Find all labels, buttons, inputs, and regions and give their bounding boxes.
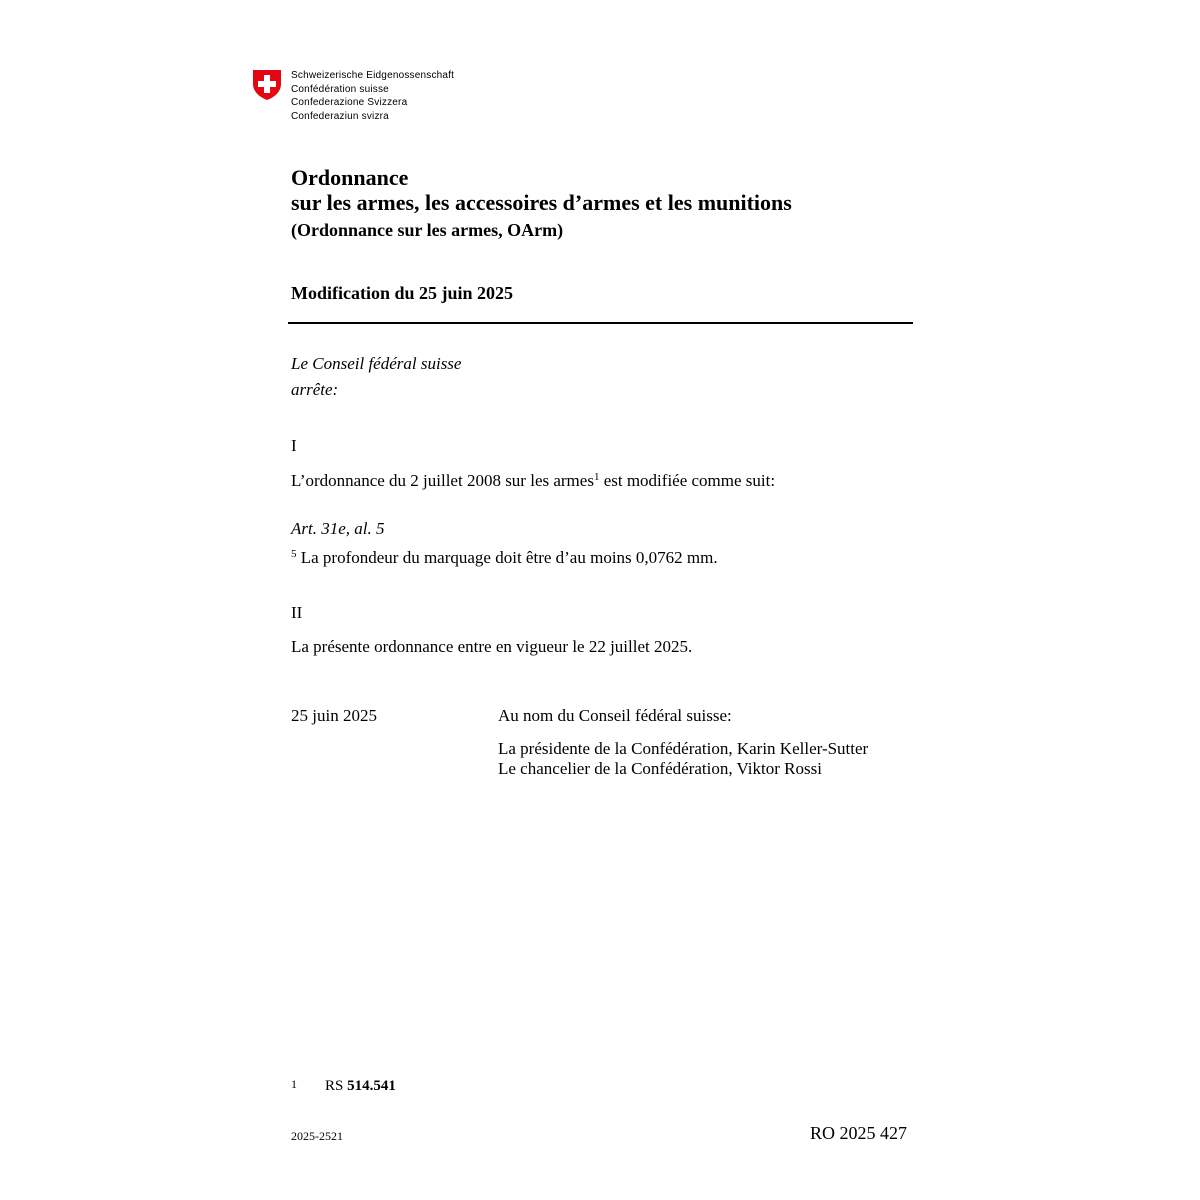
president-line: La présidente de la Confédération, Karin Keller-Sutter [498,739,869,758]
confederation-name-fr: Confédération suisse [291,83,389,95]
footnote-text [325,1078,396,1095]
footnote-ref[interactable]: 1 [593,471,600,483]
preamble-line-1: Le Conseil fédéral suisse [291,354,462,373]
document-id: 2025-2521 [291,1129,343,1143]
paragraph-text: La profondeur du marquage doit être d’au moins 0,0762 mm. [300,548,718,567]
section-numeral-1: I [291,436,297,455]
preamble-line-2: arrête: [291,380,339,399]
on-behalf-line: Au nom du Conseil fédéral suisse: [498,706,732,725]
title-divider [288,322,913,324]
paragraph-number: 5 [291,548,297,560]
confederation-name-rm: Confederaziun svizra [291,110,389,122]
swiss-cross-icon [252,69,282,101]
confederation-name-de: Schweizerische Eidgenossenschaft [291,70,455,81]
signature-date: 25 juin 2025 [291,706,377,725]
footnote-number: 1 [291,1077,297,1091]
footnote-prefix: RS [325,1078,348,1094]
article-paragraph [291,545,718,571]
preamble [291,351,461,403]
section-1-intro [291,468,775,494]
intro-text-end: est modifiée comme suit: [599,471,776,490]
footnote-ref-number: 514.541 [347,1078,396,1094]
entry-into-force: La présente ordonnance entre en vigueur le 22 juillet 2025. [291,637,693,656]
document-title [291,165,792,245]
confederation-names [291,69,454,123]
title-line-3: (Ordonnance sur les armes, OArm) [291,220,564,240]
signatories [498,739,868,779]
chancellor-line: Le chancelier de la Confédération, Viktor Rossi [498,759,822,778]
article-reference: Art. 31e, al. 5 [291,519,385,538]
modification-heading: Modification du 25 juin 2025 [291,283,514,303]
intro-text: L’ordonnance du 2 juillet 2008 sur les armes [291,471,594,490]
ro-reference: RO 2025 427 [810,1123,908,1143]
confederation-name-it: Confederazione Svizzera [291,97,408,109]
title-line-1: Ordonnance [291,165,409,190]
title-line-2: sur les armes, les accessoires d’armes et les munitions [291,190,792,215]
section-numeral-2: II [291,603,303,622]
